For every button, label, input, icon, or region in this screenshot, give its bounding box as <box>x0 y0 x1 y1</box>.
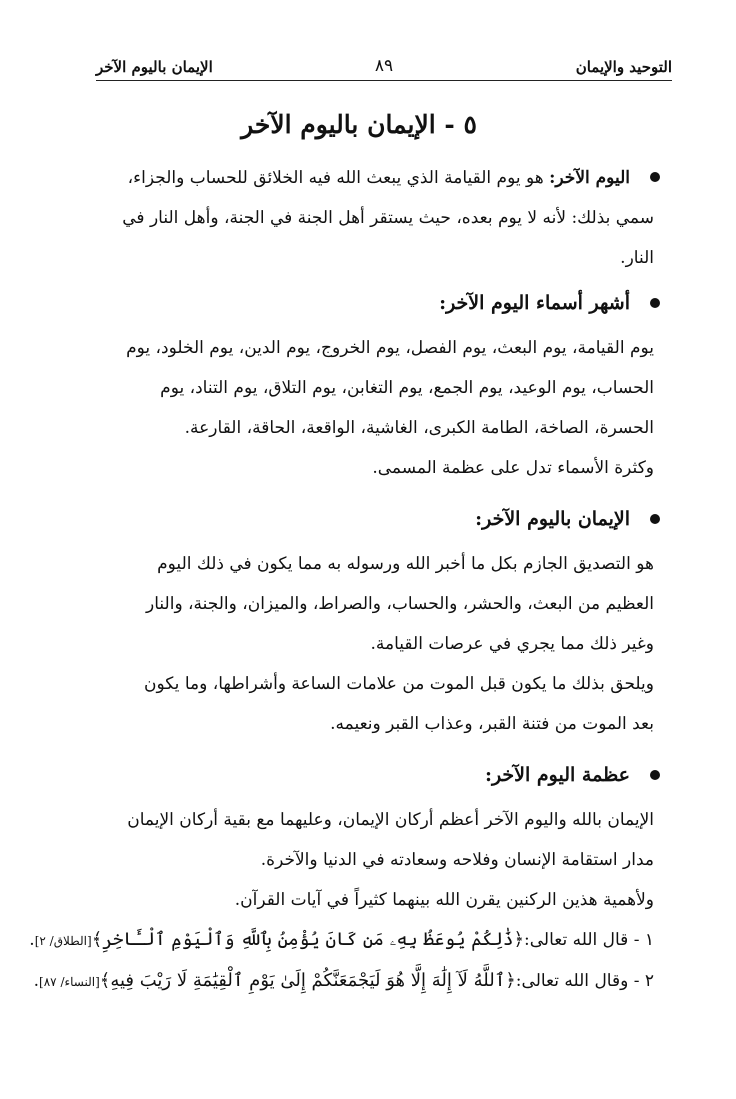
bullet-icon <box>650 514 660 524</box>
belief-line-5: بعد الموت من فتنة القبر، وعذاب القبر ونعيمه. <box>330 714 654 734</box>
bullet-icon <box>650 172 660 182</box>
belief-line-2: العظيم من البعث، والحشر، والحساب، والصراط، والميزان، والجنة، والنار <box>146 594 654 614</box>
verse-reference: [الطلاق/ ٢] <box>34 934 92 948</box>
definition-paragraph <box>96 158 654 198</box>
names-line-4: وكثرة الأسماء تدل على عظمة المسمى. <box>372 458 654 478</box>
greatness-line-2: مدار استقامة الإنسان وفلاحه وسعادته في الدنيا والآخرة. <box>260 850 654 870</box>
section-heading-greatness <box>96 756 654 794</box>
header-chapter-title: الإيمان باليوم الآخر <box>96 58 213 76</box>
section-heading-names <box>96 284 654 322</box>
verse-2 <box>33 961 654 1002</box>
belief-line-3: وغير ذلك مما يجري في عرصات القيامة. <box>370 634 654 654</box>
definition-line-2: سمي بذلك: لأنه لا يوم بعده، حيث يستقر أهل الجنة في الجنة، وأهل النار في <box>122 208 654 228</box>
definition-line-3: النار. <box>620 248 654 268</box>
names-line-2: الحساب، يوم الوعيد، يوم الجمع، يوم التغابن، يوم التلاق، يوم التناد، يوم <box>160 378 654 398</box>
bullet-icon <box>650 770 660 780</box>
section-heading-text: الإيمان باليوم الآخر: <box>475 508 630 530</box>
page-number: ٨٩ <box>374 56 394 76</box>
belief-line-1: هو التصديق الجازم بكل ما أخبر الله ورسوله به مما يكون في ذلك اليوم <box>157 554 654 574</box>
names-line-1: يوم القيامة، يوم البعث، يوم الفصل، يوم الخروج، يوم الدين، يوم الخلود، يوم <box>126 338 654 358</box>
section-heading-belief <box>96 500 654 538</box>
section-heading-text: عظمة اليوم الآخر: <box>484 764 630 786</box>
verse-prefix: ١ - قال الله تعالى: <box>524 930 654 950</box>
bullet-icon <box>650 298 660 308</box>
verse-reference: [النساء/ ٨٧] <box>39 975 100 989</box>
verse-end: . <box>33 971 40 991</box>
definition-line-1: هو يوم القيامة الذي يبعث الله فيه الخلائق للحساب والجزاء، <box>127 168 550 188</box>
page-content <box>29 158 654 1002</box>
running-header <box>96 48 672 81</box>
chapter-title: ٥ - الإيمان باليوم الآخر <box>241 110 477 139</box>
greatness-line-1: الإيمان بالله واليوم الآخر أعظم أركان الإيمان، وعليهما مع بقية أركان الإيمان <box>127 810 654 830</box>
section-heading-text: أشهر أسماء اليوم الآخر: <box>439 292 630 314</box>
verse-text: ﴿ٱللَّهُ لَآ إِلَٰهَ إِلَّا هُوَ لَيَجْمَعَنَّكُمْ إِلَىٰ يَوْمِ ٱلْقِيَٰمَةِ لَا رَيْبَ فِيهِ﴾ <box>99 970 516 991</box>
definition-term: اليوم الآخر: <box>549 168 630 188</box>
belief-line-4: ويلحق بذلك ما يكون قبل الموت من علامات الساعة وأشراطها، وما يكون <box>144 674 654 694</box>
names-line-3: الحسرة، الصاخة، الطامة الكبرى، الغاشية، الواقعة، الحاقة، القارعة. <box>184 418 654 438</box>
header-book-title: التوحيد والإيمان <box>575 58 672 76</box>
verse-prefix: ٢ - وقال الله تعالى: <box>515 971 654 991</box>
verse-end: . <box>29 930 35 950</box>
verse-text: ﴿ذَٰلِكُمْ يُوعَظُ بِهِۦ مَن كَانَ يُؤْمِنُ بِٱللَّهِ وَٱلْيَوْمِ ٱلْـَٔاخِرِ﴾ <box>91 929 524 950</box>
verse-1 <box>29 920 654 961</box>
greatness-line-3: ولأهمية هذين الركنين يقرن الله بينهما كثيراً في آيات القرآن. <box>234 890 654 910</box>
